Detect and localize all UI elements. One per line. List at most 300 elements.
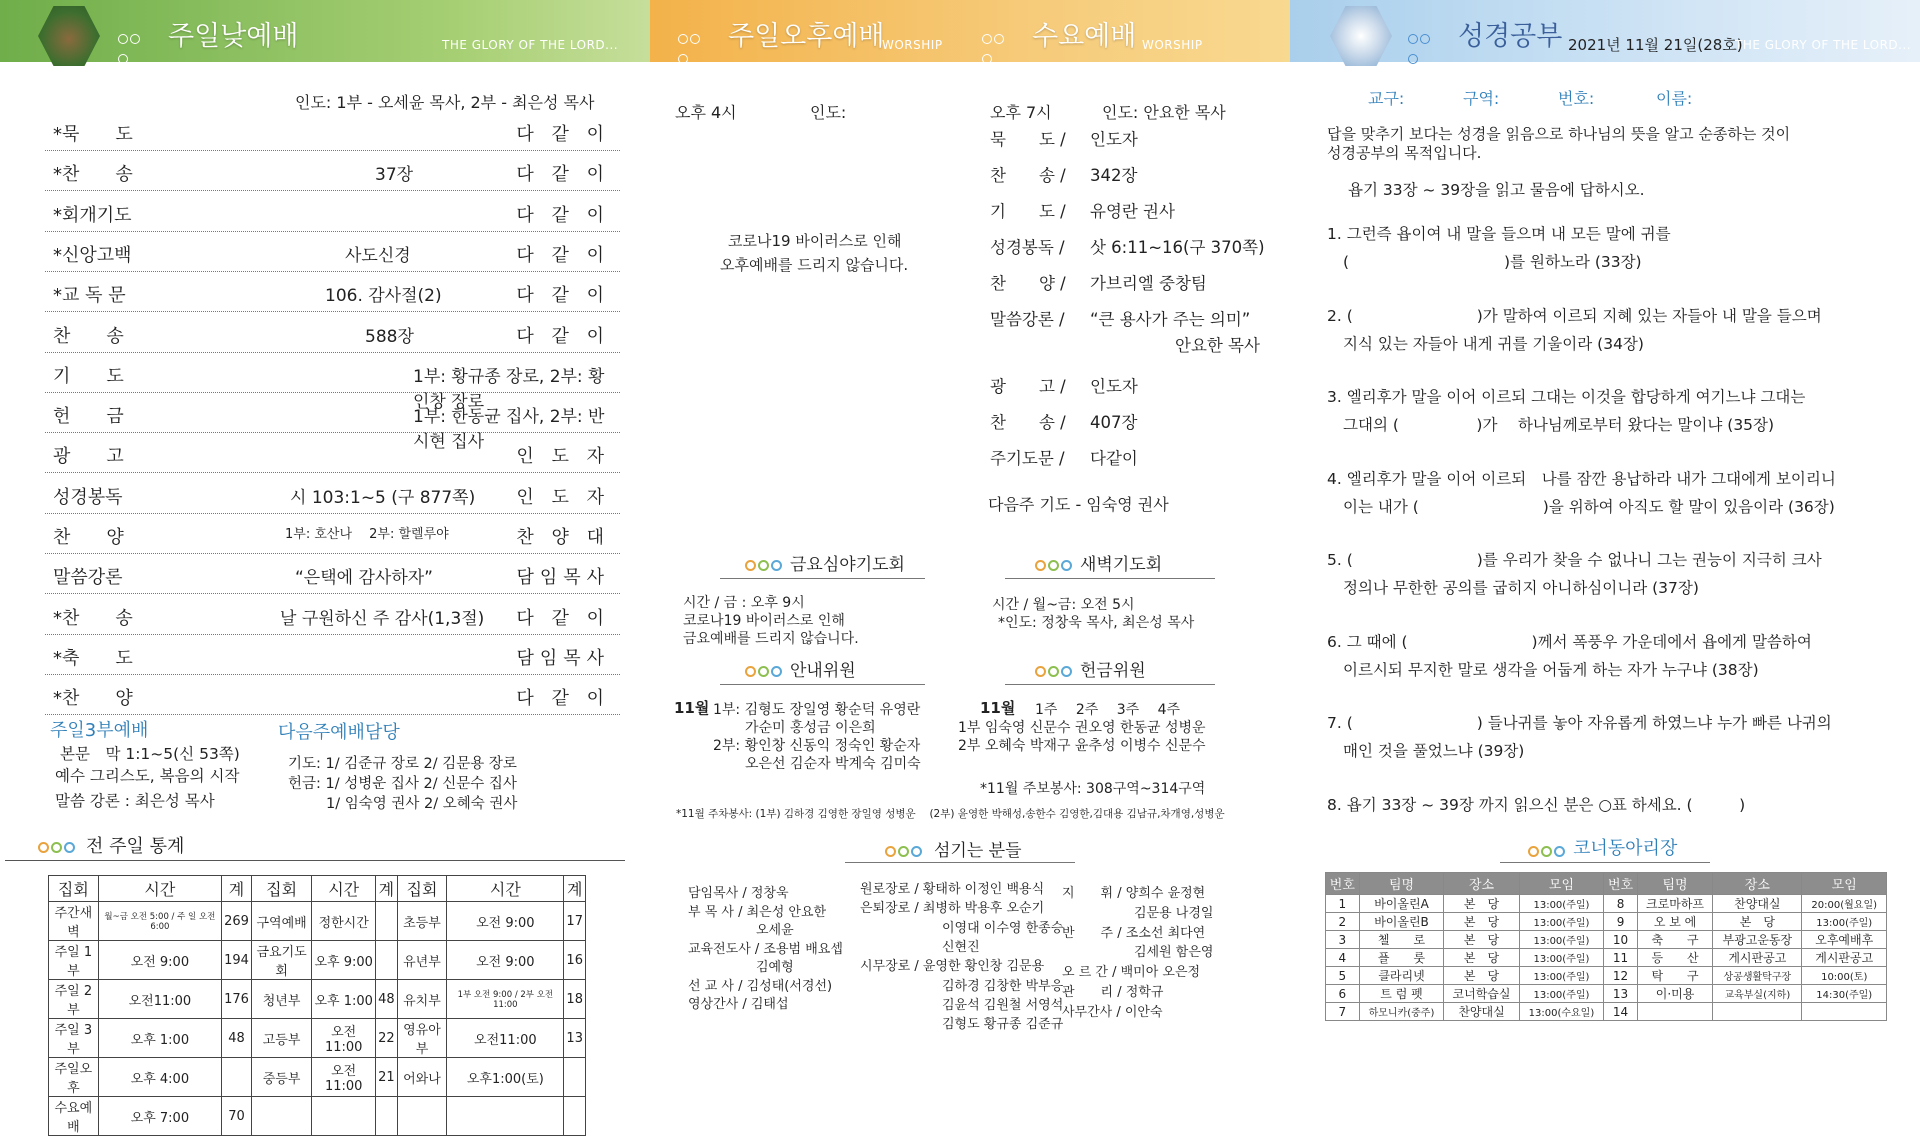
stats-cell [564,1097,586,1136]
stats-cell: 16 [564,941,586,980]
dots-icon [118,29,152,39]
clubs-cell: 본 당 [1444,967,1519,985]
clubs-cell: 교육부실(지하) [1713,985,1802,1003]
friday-line: 시간 / 금 : 오후 9시 [683,595,805,611]
question-line: 매인 것을 풀었느냐 (39장) [1343,742,1525,760]
question-line: 이는 내가 ( )을 위하여 아직도 할 말이 있음이라 (36장) [1343,497,1835,516]
clubs-header-cell: 번호 [1604,873,1638,895]
worship-row [45,432,620,473]
servant-line: 신현진 [942,939,980,955]
clubs-cell: 바이올린A [1359,895,1444,913]
worship-row-label: *신앙고백 [53,244,132,266]
afternoon-notice: 오후예배를 드리지 않습니다. [720,256,909,274]
stats-cell: 오후 1:00 [98,1019,221,1058]
servant-line: 관 리 / 정학규 [1062,985,1164,1000]
worship-row-person: 다 같 이 [516,607,610,629]
third-service-title: 주일3부예배 [50,720,149,741]
divider [720,578,925,579]
heart-hands-icon [1330,6,1392,66]
afternoon-time: 오후 4시 [675,103,737,122]
stats-cell: 어와나 [397,1058,447,1097]
wednesday-row-value: “큰 용사가 주는 의미” [1090,310,1251,329]
servant-line: 지 휘 / 양희수 윤정현 [1062,886,1206,901]
wednesday-time: 오후 7시 [990,103,1052,122]
servant-line: 원로장로 / 황태하 이정인 백용식 [860,882,1045,897]
clubs-row [1326,967,1887,985]
parking-service: *11월 주차봉사: (1부) 김하경 김영한 장일영 성병운 (2부) 윤영한 박해성,송한수 김영한,김대용 김남규,차개영,성병운 [676,808,1225,820]
stats-cell: 오전11:00 [447,1019,564,1058]
stats-cell: 오전 9:00 [447,941,564,980]
stats-row [49,941,586,980]
clubs-row [1326,1003,1887,1021]
worship-row-label: 기 도 [53,365,124,387]
study-field-label: 번호: [1558,89,1595,108]
clubs-cell: 2 [1326,913,1360,931]
dots-icon [745,662,784,682]
servant-line: 오세윤 [756,923,794,938]
morning-leader: 인도: 1부 - 오세윤 목사, 2부 - 최은성 목사 [295,93,595,112]
stats-cell: 수요예배 [49,1097,99,1136]
clubs-cell: 13:00(주일) [1802,913,1887,931]
question-line: 5. ( )를 우리가 찾을 수 없나니 그는 권능이 지극히 크사 [1327,551,1822,569]
stats-cell: 구역예배 [251,902,311,941]
stats-cell: 오후1:00(토) [447,1058,564,1097]
stats-cell [397,1097,447,1136]
servant-line: 사무간사 / 이안숙 [1062,1004,1163,1020]
clubs-cell: 찬양대실 [1444,1003,1519,1021]
worship-row-content: 1부: 한동균 집사, 2부: 반시현 집사 [413,407,605,453]
divider [1005,684,1215,685]
section-subtitle: THE GLORY OF THE LORD... [442,38,619,52]
dots-icon [745,556,784,576]
servant-line: 김문용 나경일 [1134,905,1214,921]
stats-cell: 영유아부 [397,1019,447,1058]
afternoon-leader: 인도: [810,103,847,122]
stats-cell: 70 [222,1097,252,1136]
friday-title: 금요심야기도회 [790,555,905,575]
wednesday-row-label: 찬 양 / [990,274,1066,293]
dawn-line: *인도: 정창욱 목사, 최은성 목사 [998,615,1195,631]
worship-row [45,231,620,272]
clubs-cell: 13:00(주일) [1519,895,1604,913]
stats-cell: 오전 9:00 [447,902,564,941]
header-band-study [1290,0,1920,62]
worship-row [45,110,620,151]
stats-cell [447,1097,564,1136]
clubs-row [1326,931,1887,949]
clubs-cell: 20:00(월요일) [1802,895,1887,913]
worship-row-label: *찬 송 [53,607,133,629]
stats-header-cell: 시간 [98,876,221,902]
question-line: ( )를 원하노라 (33장) [1343,253,1642,271]
stats-cell: 오후 7:00 [98,1097,221,1136]
worship-row-label: *찬 송 [53,164,133,186]
stats-cell: 오전11:00 [312,1058,376,1097]
stats-cell: 오전 9:00 [98,941,221,980]
servant-line: 김형도 황규종 김준규 [942,1017,1064,1033]
servant-line: 부 목 사 / 최은성 안요한 [688,904,827,920]
servant-line: 김세원 함은영 [1134,945,1214,961]
study-intro: 답을 맞추기 보다는 성경을 읽음으로 하나님의 뜻을 알고 순종하는 것이 [1327,125,1791,143]
clubs-cell: 13 [1604,985,1638,1003]
week-service: *11월 주보봉사: 308구역~314구역 [980,781,1206,797]
worship-row-person: 담임목사 [516,567,610,589]
worship-row [45,553,620,594]
wednesday-row-label: 찬 송 / [990,166,1066,185]
divider [5,860,625,861]
dots-icon [1035,662,1074,682]
worship-row-label: *교 독 문 [53,285,126,307]
stats-cell: 청년부 [251,980,311,1019]
clubs-row [1326,985,1887,1003]
clubs-header-cell: 모임 [1802,873,1887,895]
clubs-cell: 14 [1604,1003,1638,1021]
offering-weeks: 1주 2주 3주 4주 [1035,702,1181,718]
clubs-row [1326,913,1887,931]
third-service-line: 본문 막 1:1~5(신 53쪽) [60,745,240,763]
stats-cell [312,1097,376,1136]
clubs-row [1326,895,1887,913]
clubs-cell: 트 럼 펫 [1359,985,1444,1003]
section-title-wednesday: 수요예배 [1032,21,1137,52]
divider [720,684,925,685]
third-service-line: 예수 그리스도, 복음의 시작 [55,767,240,785]
stats-cell: 중등부 [251,1058,311,1097]
clubs-cell: 하모니카(중주) [1359,1003,1444,1021]
question-line: 7. ( ) 들나귀를 놓아 자유롭게 하였느냐 누가 빠른 나귀의 [1327,714,1832,732]
clubs-cell: 클라리넷 [1359,967,1444,985]
worship-row-content: 날 구원하신 주 감사(1,3절) [280,608,485,629]
stats-row [49,902,586,941]
question-line: 지식 있는 자들아 내게 귀를 기울이라 (34장) [1343,334,1644,353]
clubs-cell: 8 [1604,895,1638,913]
guides-line: 가순미 홍성금 이은희 [745,720,876,736]
question-line: 1. 그런즉 욥이여 내 말을 들으며 내 모든 말에 귀를 [1327,225,1671,243]
clubs-cell: 9 [1604,913,1638,931]
clubs-cell: 축 구 [1637,931,1712,949]
friday-line: 코로나19 바이러스로 인해 [683,613,845,629]
clubs-cell: 3 [1326,931,1360,949]
worship-row-person: 다 같 이 [516,164,610,186]
wednesday-row-label: 찬 송 / [990,413,1066,432]
stats-cell: 48 [376,980,398,1019]
clubs-row [1326,949,1887,967]
guides-title: 안내위원 [790,661,856,681]
dots-icon [38,838,77,858]
clubs-cell: 탁 구 [1637,967,1712,985]
afternoon-notice: 코로나19 바이러스로 인해 [728,232,902,250]
worship-row [45,634,620,675]
clubs-cell: 13:00(주일) [1519,931,1604,949]
worship-row-content: 37장 [375,165,414,186]
servant-line: 교육전도사 / 조용범 배요셉 [688,941,843,957]
servant-line: 김하경 김창한 박부응 [942,978,1064,994]
clubs-cell: 첼 로 [1359,931,1444,949]
worship-row [45,352,620,412]
servant-line: 김예형 [756,960,794,975]
worship-row [45,312,620,353]
next-week-line: 헌금: 1/ 성병운 집사 2/ 신문수 집사 [288,776,517,792]
hands-plant-icon [38,6,100,66]
offering-month: 11월 [980,699,1016,717]
servant-line: 오 르 간 / 백미아 오은정 [1062,965,1201,981]
clubs-cell: 코너학습실 [1444,985,1519,1003]
dawn-line: 시간 / 월~금: 오전 5시 [992,597,1135,613]
stats-cell: 주일 3부 [49,1019,99,1058]
stats-cell [376,1097,398,1136]
stats-cell: 오전11:00 [98,980,221,1019]
worship-row-label: 찬 송 [53,325,124,347]
wednesday-row-value: 다같이 [1090,449,1138,468]
servant-line: 김윤석 김원철 서영석 [942,997,1064,1013]
servant-line: 시무장로 / 윤영한 황인창 김문용 [860,959,1045,975]
worship-row-person: 찬 양 대 [516,527,610,548]
question-line: 정의나 무한한 공의를 굽히지 아니하심이니라 (37장) [1343,579,1699,597]
guides-line: 2부: 황인창 신동익 정숙인 황순자 [713,738,921,754]
clubs-cell: 플 룻 [1359,949,1444,967]
clubs-cell: 13:00(수요일) [1519,1003,1604,1021]
clubs-cell: 13:00(주일) [1519,967,1604,985]
guides-line: 1부: 김형도 장일영 황순덕 유영란 [713,702,921,718]
stats-row [49,1058,586,1097]
worship-row-content: 1부: 황규종 장로, 2부: 황인창 장로 [413,366,605,412]
stats-header-cell: 시간 [447,876,564,902]
clubs-cell: 크로마하프 [1637,895,1712,913]
stats-cell: 월~금 오전 5:00 / 주 일 오전 6:00 [98,902,221,941]
divider [1500,862,1710,863]
offering-title: 헌금위원 [1080,661,1146,681]
dots-icon [1528,842,1567,862]
stats-cell: 13 [564,1019,586,1058]
question-line: 2. ( )가 말하여 이르되 지혜 있는 자들아 내 말을 들으며 [1327,306,1822,325]
clubs-cell: 13:00(주일) [1519,913,1604,931]
guides-line: 오은선 김순자 박계숙 김미숙 [745,756,921,772]
stats-cell: 유치부 [397,980,447,1019]
dots-icon [1408,29,1442,39]
worship-row-person: 다 같 이 [516,124,610,145]
stats-cell: 초등부 [397,902,447,941]
stats-cell [222,1058,252,1097]
wednesday-leader: 인도: 안요한 목사 [1102,103,1226,122]
worship-row [45,674,620,715]
stats-row [49,1019,586,1058]
stats-cell: 194 [222,941,252,980]
clubs-cell: 상공생활탁구장 [1713,967,1802,985]
worship-row-label: *찬 양 [53,688,133,710]
worship-row-label: 말씀강론 [53,567,123,589]
worship-row-person: 다 같 이 [516,244,610,266]
clubs-cell: 바이올린B [1359,913,1444,931]
wednesday-row-value: 407장 [1090,413,1138,432]
clubs-cell: 본 당 [1713,913,1802,931]
section-title-study: 성경공부 [1458,21,1563,52]
clubs-cell: 13:00(주일) [1519,985,1604,1003]
stats-cell: 17 [564,902,586,941]
stats-title: 전 주일 통계 [86,836,185,857]
wednesday-row-label: 묵 도 / [990,130,1066,149]
worship-row-person: 다 같 이 [516,325,610,347]
wednesday-row-value: 안요한 목사 [1175,336,1260,355]
worship-row-label: 헌 금 [53,406,124,428]
servant-line: 이영대 이수영 한종승 [942,920,1064,936]
stats-header-cell: 집회 [397,876,447,902]
clubs-cell: 11 [1604,949,1638,967]
next-week-title: 다음주예배담당 [278,722,400,743]
wednesday-row-value: 342장 [1090,166,1138,185]
clubs-header-cell: 팀명 [1359,873,1444,895]
worship-row-person: 인 도 자 [516,446,610,468]
stats-cell: 48 [222,1019,252,1058]
clubs-cell [1713,1003,1802,1021]
wednesday-row-label: 주기도문 / [990,449,1065,468]
worship-row-content: 588장 [365,326,414,347]
clubs-cell: 13:00(주일) [1519,949,1604,967]
section-subtitle: WORSHIP [1142,38,1203,52]
clubs-title: 코너동아리장 [1573,838,1678,859]
section-subtitle: THE GLORY OF THE LORD... [1735,38,1912,52]
servant-line: 선 교 사 / 김성태(서경선) [688,978,833,994]
header-band-afternoon [650,0,1290,62]
worship-row [45,473,620,514]
clubs-cell: 등 산 [1637,949,1712,967]
worship-row [45,594,620,635]
worship-row-person: 다 같 이 [516,688,610,710]
stats-cell: 176 [222,980,252,1019]
worship-row-person: 인 도 자 [516,486,610,508]
clubs-cell: 1 [1326,895,1360,913]
dots-icon [678,29,712,39]
worship-row-person: 다 같 이 [516,204,610,226]
clubs-header-cell: 장소 [1444,873,1519,895]
clubs-cell: 10 [1604,931,1638,949]
worship-row-label: *회개기도 [53,204,132,226]
worship-row [45,271,620,312]
stats-cell [376,902,398,941]
clubs-cell: 본 당 [1444,949,1519,967]
worship-row [45,150,620,191]
stats-header-cell: 계 [564,876,586,902]
next-week-line: 1/ 임숙영 권사 2/ 오혜숙 권사 [326,796,518,812]
clubs-cell: 10:00(토) [1802,967,1887,985]
question-line: 3. 엘리후가 말을 이어 이르되 그대는 이것을 합당하게 여기느냐 그대는 [1327,388,1806,406]
worship-row-content: “은택에 감사하자” [295,568,433,589]
clubs-cell [1637,1003,1712,1021]
section-subtitle: WORSHIP [882,38,943,52]
clubs-cell: 본 당 [1444,895,1519,913]
worship-row [45,392,620,453]
clubs-cell: 12 [1604,967,1638,985]
stats-cell [251,1097,311,1136]
clubs-cell: 6 [1326,985,1360,1003]
wednesday-row-value: 유영란 권사 [1090,202,1175,221]
clubs-cell: 이·미용 [1637,985,1712,1003]
stats-cell: 오후 9:00 [312,941,376,980]
stats-cell: 18 [564,980,586,1019]
worship-row-person: 다 같 이 [516,285,610,307]
servant-line: 은퇴장로 / 최병하 박용후 오순기 [860,901,1045,917]
study-field-label: 이름: [1656,89,1693,108]
clubs-cell [1802,1003,1887,1021]
clubs-cell: 게시판공고 [1802,949,1887,967]
question-line: 그대의 ( )가 하나님께로부터 왔다는 말이냐 (35장) [1343,416,1775,434]
clubs-cell: 4 [1326,949,1360,967]
worship-row-content: 시 103:1~5 (구 877쪽) [290,487,476,508]
stats-cell: 1부 오전 9:00 / 2부 오전 11:00 [447,980,564,1019]
wednesday-row-label: 말씀강론 / [990,310,1065,329]
offering-line: 2부 오혜숙 박재구 윤추성 이병수 신문수 [958,738,1206,754]
servant-line: 담임목사 / 정창욱 [688,886,789,901]
worship-row-label: 찬 양 [53,527,124,548]
next-week-prayer: 다음주 기도 - 임숙영 권사 [988,495,1169,514]
clubs-header-cell: 번호 [1326,873,1360,895]
clubs-cell: 부광고운동장 [1713,931,1802,949]
stats-header-cell: 집회 [251,876,311,902]
stats-cell: 오전11:00 [312,1019,376,1058]
worship-row [45,513,620,554]
third-service-line: 말씀 강론 : 최은성 목사 [55,792,215,810]
header-band-morning [0,0,650,62]
stats-cell: 주일오후 [49,1058,99,1097]
stats-header-cell: 시간 [312,876,376,902]
question-line: 6. 그 때에 ( )께서 폭풍우 가운데에서 욥에게 말씀하여 [1327,632,1812,651]
section-title-morning: 주일낮예배 [168,21,299,52]
stats-cell: 고등부 [251,1019,311,1058]
stats-cell [564,1058,586,1097]
stats-cell: 금요기도회 [251,941,311,980]
guides-month: 11월 [674,699,710,717]
study-field-label: 교구: [1368,89,1405,108]
clubs-header-cell: 모임 [1519,873,1604,895]
stats-cell: 주일 2부 [49,980,99,1019]
stats-header-cell: 계 [222,876,252,902]
section-title-afternoon: 주일오후예배 [728,21,885,52]
dots-icon [982,29,1016,39]
worship-row-label: 성경봉독 [53,486,123,508]
issue-date: 2021년 11월 21일(28호) [1568,36,1743,54]
friday-line: 금요예배를 드리지 않습니다. [683,631,859,647]
stats-cell: 오후 1:00 [312,980,376,1019]
next-week-line: 기도: 1/ 김준규 장로 2/ 김문용 장로 [288,756,517,772]
study-instruction: 욥기 33장 ~ 39장을 읽고 물음에 답하시오. [1348,181,1645,199]
wednesday-row-value: 인도자 [1090,130,1138,149]
study-field-label: 구역: [1463,89,1500,108]
wednesday-row-value: 인도자 [1090,377,1138,396]
stats-cell: 정한시간 [312,902,376,941]
divider [1005,578,1215,579]
question-line: 8. 욥기 33장 ~ 39장 까지 읽으신 분은 ○표 하세요. ( ) [1327,795,1746,814]
servants-title: 섬기는 분들 [934,841,1022,861]
worship-row-label: 광 고 [53,446,124,468]
dawn-title: 새벽기도회 [1080,555,1163,575]
clubs-cell: 게시판공고 [1713,949,1802,967]
clubs-cell: 찬양대실 [1713,895,1802,913]
study-intro: 성경공부의 목적입니다. [1327,144,1482,162]
dots-icon [1035,556,1074,576]
stats-row [49,1097,586,1136]
worship-row-content: 사도신경 [345,245,411,266]
stats-cell: 오후 4:00 [98,1058,221,1097]
question-line: 이르시되 무지한 말로 생각을 어둡게 하는 자가 누구냐 (38장) [1343,660,1759,679]
offering-line: 1부 임숙영 신문수 권오영 한동균 성병운 [958,720,1206,736]
worship-row-content: 106. 감사절(2) [325,286,442,307]
wednesday-row-value: 가브리엘 중창팀 [1090,274,1207,293]
clubs-cell: 오 보 에 [1637,913,1712,931]
stats-header-cell: 계 [376,876,398,902]
wednesday-row-label: 광 고 / [990,377,1066,396]
clubs-cell: 14:30(주일) [1802,985,1887,1003]
clubs-header-cell: 장소 [1713,873,1802,895]
stats-header-cell: 집회 [49,876,99,902]
